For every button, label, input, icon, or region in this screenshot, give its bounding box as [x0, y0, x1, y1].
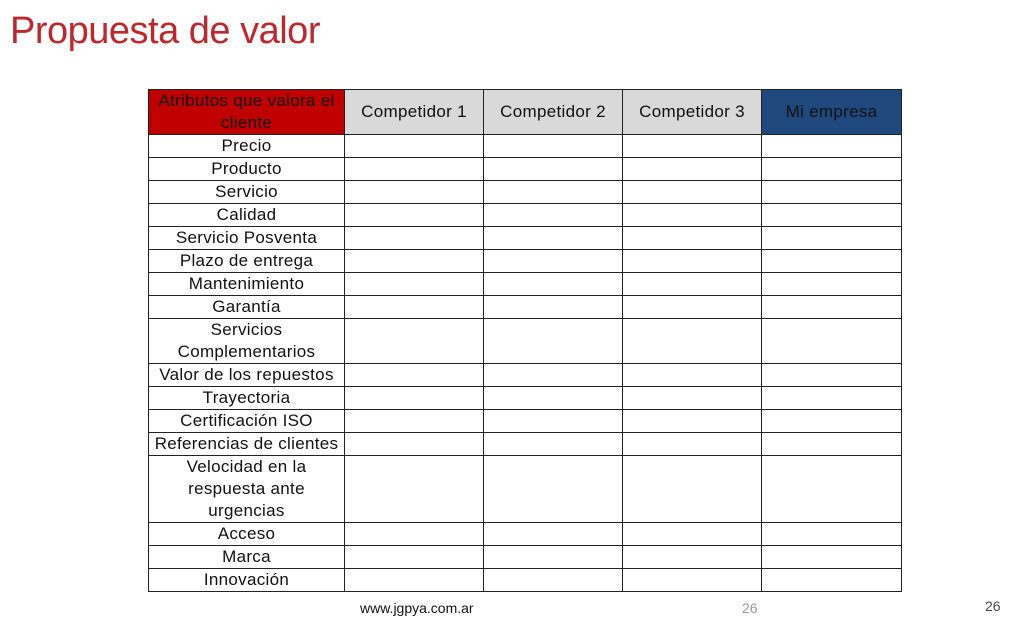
table-row — [149, 523, 902, 546]
competitor-2-cell — [484, 364, 623, 387]
competitor-1-cell — [345, 181, 484, 204]
competitor-1-cell — [345, 273, 484, 296]
table-row — [149, 546, 902, 569]
competitor-2-cell — [484, 296, 623, 319]
my-company-cell — [762, 456, 902, 523]
table-row — [149, 433, 902, 456]
my-company-cell — [762, 204, 902, 227]
header-competitor-2: Competidor 2 — [484, 90, 623, 135]
attribute-cell: Plazo de entrega — [149, 250, 345, 273]
my-company-cell — [762, 546, 902, 569]
competitor-3-cell — [623, 546, 762, 569]
competitor-2-cell — [484, 387, 623, 410]
competitor-1-cell — [345, 546, 484, 569]
my-company-cell — [762, 387, 902, 410]
header-my-company: Mi empresa — [762, 90, 902, 135]
attribute-cell: Acceso — [149, 523, 345, 546]
my-company-cell — [762, 433, 902, 456]
competitor-3-cell — [623, 273, 762, 296]
competitor-1-cell — [345, 227, 484, 250]
competitor-2-cell — [484, 433, 623, 456]
competitor-2-cell — [484, 456, 623, 523]
my-company-cell — [762, 364, 902, 387]
competitor-1-cell — [345, 296, 484, 319]
competitor-1-cell — [345, 204, 484, 227]
competitor-2-cell — [484, 204, 623, 227]
competitor-3-cell — [623, 523, 762, 546]
table-header-row — [149, 90, 902, 135]
competitor-3-cell — [623, 204, 762, 227]
header-competitor-1: Competidor 1 — [345, 90, 484, 135]
competitor-1-cell — [345, 319, 484, 364]
table-row — [149, 296, 902, 319]
competitor-2-cell — [484, 319, 623, 364]
my-company-cell — [762, 273, 902, 296]
competitor-2-cell — [484, 250, 623, 273]
my-company-cell — [762, 296, 902, 319]
attribute-cell: Servicio — [149, 181, 345, 204]
attribute-cell: Mantenimiento — [149, 273, 345, 296]
attribute-cell: Garantía — [149, 296, 345, 319]
competitor-1-cell — [345, 364, 484, 387]
attribute-cell: Calidad — [149, 204, 345, 227]
my-company-cell — [762, 181, 902, 204]
header-attributes: Atributos que valora el cliente — [149, 90, 345, 135]
attribute-cell: Precio — [149, 135, 345, 158]
attribute-cell: Referencias de clientes — [149, 433, 345, 456]
table-row — [149, 387, 902, 410]
my-company-cell — [762, 250, 902, 273]
table-row — [149, 319, 902, 364]
inner-page-number: 26 — [742, 600, 758, 616]
competitor-2-cell — [484, 569, 623, 592]
competitor-3-cell — [623, 296, 762, 319]
my-company-cell — [762, 410, 902, 433]
table-row — [149, 181, 902, 204]
table-row — [149, 227, 902, 250]
competitor-2-cell — [484, 273, 623, 296]
competitor-3-cell — [623, 569, 762, 592]
competitor-3-cell — [623, 319, 762, 364]
competitor-3-cell — [623, 250, 762, 273]
value-proposition-table — [148, 89, 902, 592]
competitor-1-cell — [345, 135, 484, 158]
my-company-cell — [762, 569, 902, 592]
footer-url: www.jgpya.com.ar — [360, 600, 474, 616]
attribute-cell: Certificación ISO — [149, 410, 345, 433]
my-company-cell — [762, 158, 902, 181]
competitor-3-cell — [623, 181, 762, 204]
competitor-1-cell — [345, 158, 484, 181]
competitor-2-cell — [484, 523, 623, 546]
attribute-cell: Valor de los repuestos — [149, 364, 345, 387]
competitor-3-cell — [623, 158, 762, 181]
attribute-cell: Producto — [149, 158, 345, 181]
table-row — [149, 158, 902, 181]
competitor-1-cell — [345, 387, 484, 410]
competitor-1-cell — [345, 410, 484, 433]
competitor-2-cell — [484, 410, 623, 433]
competitor-3-cell — [623, 227, 762, 250]
my-company-cell — [762, 227, 902, 250]
competitor-3-cell — [623, 364, 762, 387]
competitor-3-cell — [623, 456, 762, 523]
table-row — [149, 364, 902, 387]
table-row — [149, 204, 902, 227]
competitor-3-cell — [623, 410, 762, 433]
competitor-1-cell — [345, 523, 484, 546]
competitor-3-cell — [623, 387, 762, 410]
my-company-cell — [762, 135, 902, 158]
competitor-2-cell — [484, 546, 623, 569]
attribute-cell: Trayectoria — [149, 387, 345, 410]
table-row — [149, 250, 902, 273]
attribute-cell: Servicio Posventa — [149, 227, 345, 250]
competitor-1-cell — [345, 569, 484, 592]
table-row — [149, 410, 902, 433]
my-company-cell — [762, 319, 902, 364]
competitor-2-cell — [484, 135, 623, 158]
competitor-2-cell — [484, 227, 623, 250]
competitor-1-cell — [345, 433, 484, 456]
competitor-2-cell — [484, 158, 623, 181]
slide-title: Propuesta de valor — [10, 10, 320, 52]
header-competitor-3: Competidor 3 — [623, 90, 762, 135]
table-row — [149, 569, 902, 592]
attribute-cell: Marca — [149, 546, 345, 569]
competitor-1-cell — [345, 250, 484, 273]
table-row — [149, 456, 902, 523]
competitor-3-cell — [623, 433, 762, 456]
competitor-1-cell — [345, 456, 484, 523]
page-number: 26 — [985, 598, 1001, 614]
attribute-cell: Servicios Complementarios — [149, 319, 345, 364]
table-row — [149, 135, 902, 158]
competitor-2-cell — [484, 181, 623, 204]
attribute-cell: Innovación — [149, 569, 345, 592]
attribute-cell: Velocidad en la respuesta ante urgencias — [149, 456, 345, 523]
table-row — [149, 273, 902, 296]
competitor-3-cell — [623, 135, 762, 158]
my-company-cell — [762, 523, 902, 546]
